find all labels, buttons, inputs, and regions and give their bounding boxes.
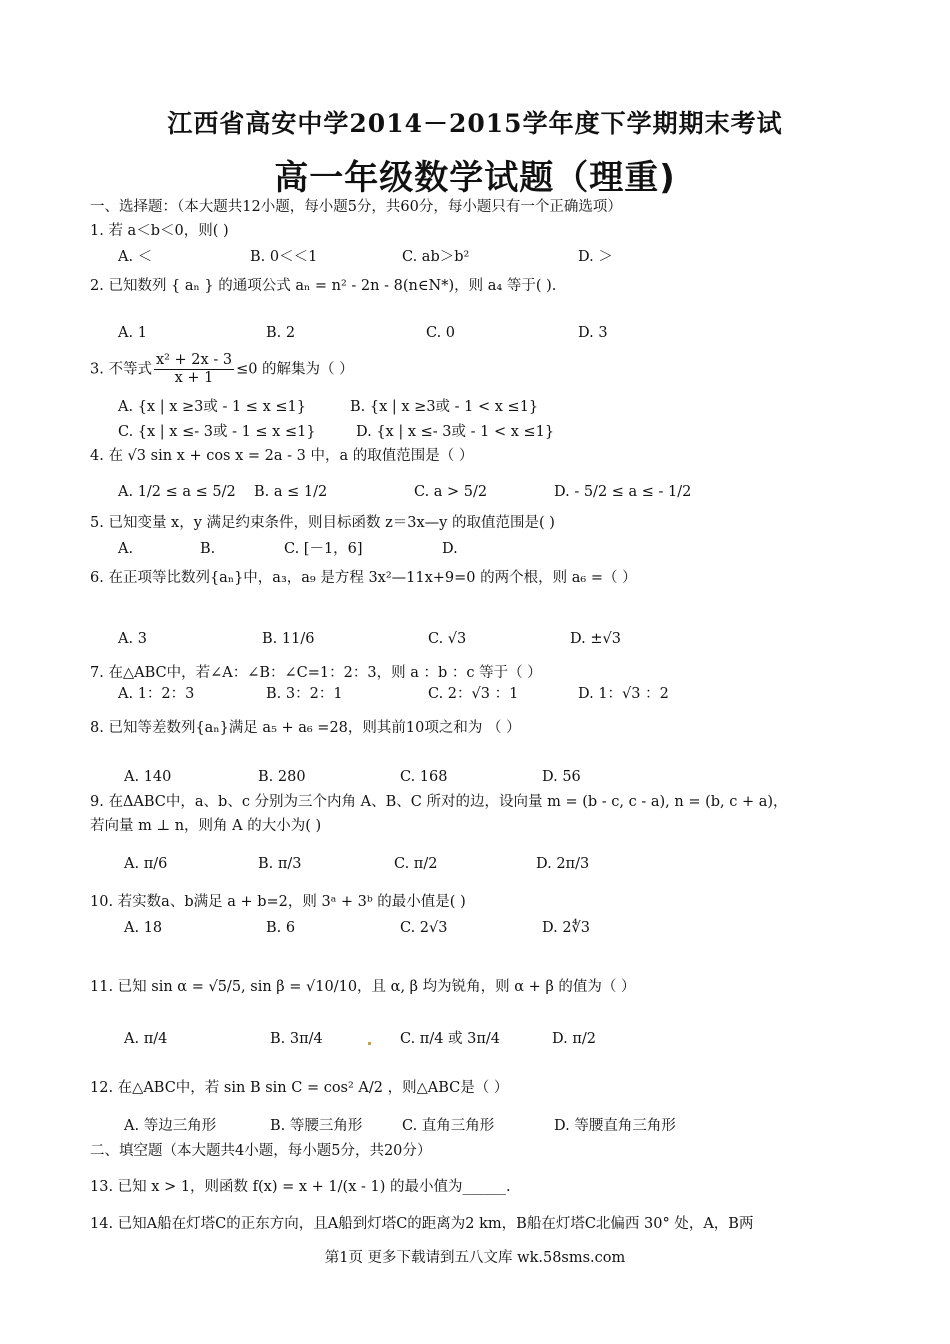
q8-option-d: D. 56 — [542, 769, 581, 785]
q6-option-d: D. ±√3 — [570, 631, 621, 647]
stray-dot — [368, 1042, 371, 1045]
exam-subtitle: 高一年级数学试题（理重) — [274, 158, 676, 198]
q1-option-a: A. ＜ — [118, 249, 153, 265]
q1-option-d: D. ＞ — [578, 249, 613, 265]
q6-stem: 6. 在正项等比数列{aₙ}中，a₃，a₉ 是方程 3x²—11x+9=0 的两个根，则 a₆ =（ ） — [90, 570, 637, 586]
q10-option-d: D. 2∜3 — [542, 920, 591, 936]
section-heading-choice: 一、选择题：（本大题共12小题，每小题5分，共60分，每小题只有一个正确选项） — [90, 199, 622, 215]
exam-title: 江西省高安中学2014－2015学年度下学期期末考试 — [167, 109, 783, 138]
q1-stem: 1. 若 a＜b＜0，则( ) — [90, 223, 229, 239]
q10-option-a: A. 18 — [124, 920, 163, 936]
q10-option-c: C. 2√3 — [400, 920, 448, 936]
q7-stem: 7. 在△ABC中，若∠A：∠B：∠C=1：2：3，则 a ：b ：c 等于（ ） — [90, 665, 542, 681]
q3-option-c: C. {x | x ≤- 3或 - 1 ≤ x ≤1} — [118, 424, 316, 440]
q12-option-a: A. 等边三角形 — [124, 1118, 217, 1134]
q3-option-b: B. {x | x ≥3或 - 1 < x ≤1} — [350, 399, 539, 415]
q3-numerator: x² + 2x - 3 — [155, 352, 233, 368]
q11-option-d: D. π/2 — [552, 1031, 596, 1047]
q6-option-c: C. √3 — [428, 631, 467, 647]
q8-stem: 8. 已知等差数列{aₙ}满足 a₅ + a₆ =28，则其前10项之和为 （ ） — [90, 720, 521, 736]
q3-stem — [90, 352, 354, 387]
q1-option-b: B. 0＜＜1 — [250, 249, 318, 265]
q8-option-b: B. 280 — [258, 769, 306, 785]
q7-option-a: A. 1：2：3 — [118, 686, 195, 702]
q2-option-d: D. 3 — [578, 325, 608, 341]
q3-option-d: D. {x | x ≤- 3或 - 1 < x ≤1} — [356, 424, 555, 440]
q6-option-b: B. 11/6 — [262, 631, 315, 647]
q12-option-b: B. 等腰三角形 — [270, 1118, 363, 1134]
q13-stem: 13. 已知 x > 1，则函数 f(x) = x + 1/(x - 1) 的最小值为______. — [90, 1179, 511, 1195]
q7-option-d: D. 1：√3 ：2 — [578, 686, 669, 702]
q9-option-a: A. π/6 — [124, 856, 168, 872]
q11-option-c: C. π/4 或 3π/4 — [400, 1031, 501, 1047]
q4-option-b: B. a ≤ 1/2 — [254, 484, 328, 500]
q5-stem: 5. 已知变量 x，y 满足约束条件，则目标函数 z＝3x—y 的取值范围是( ) — [90, 515, 555, 531]
q12-stem: 12. 在△ABC中，若 sin B sin C = cos² A/2 ，则△ABC是（ ） — [90, 1080, 509, 1096]
q8-option-c: C. 168 — [400, 769, 448, 785]
q4-stem: 4. 在 √3 sin x + cos x = 2a - 3 中，a 的取值范围是（ ） — [90, 448, 474, 464]
q1-option-c: C. ab＞b² — [402, 249, 470, 265]
q11-stem: 11. 已知 sin α = √5/5, sin β = √10/10，且 α, β 均为锐角，则 α + β 的值为（ ） — [90, 979, 636, 995]
q11-option-b: B. 3π/4 — [270, 1031, 323, 1047]
q2-stem: 2. 已知数列 { aₙ } 的通项公式 aₙ = n² - 2n - 8(n∈N*)，则 a₄ 等于( ). — [90, 278, 557, 294]
q14-stem: 14. 已知A船在灯塔C的正东方向，且A船到灯塔C的距离为2 km，B船在灯塔C北偏西 30° 处，A，B两 — [90, 1216, 754, 1232]
q3-option-a: A. {x | x ≥3或 - 1 ≤ x ≤1} — [118, 399, 306, 415]
q9-stem: 9. 在ΔABC中，a、b、c 分别为三个内角 A、B、C 所对的边，设向量 m = (b - c, c - a), n = (b, c + a)， — [90, 794, 788, 810]
q5-option-a: A. — [118, 541, 134, 557]
q4-option-d: D. - 5/2 ≤ a ≤ - 1/2 — [554, 484, 692, 500]
q2-option-b: B. 2 — [266, 325, 296, 341]
q3-denominator: x + 1 — [174, 370, 214, 386]
q11-option-a: A. π/4 — [124, 1031, 168, 1047]
q4-option-a: A. 1/2 ≤ a ≤ 5/2 — [118, 484, 236, 500]
q7-option-c: C. 2：√3 ：1 — [428, 686, 519, 702]
q12-option-c: C. 直角三角形 — [402, 1118, 495, 1134]
q9-stem-continued: 若向量 m ⊥ n，则角 A 的大小为( ) — [90, 818, 322, 834]
q10-option-b: B. 6 — [266, 920, 296, 936]
q9-option-b: B. π/3 — [258, 856, 302, 872]
q7-option-b: B. 3：2：1 — [266, 686, 343, 702]
q10-stem: 10. 若实数a、b满足 a + b=2，则 3ᵃ + 3ᵇ 的最小值是( ) — [90, 894, 466, 910]
page-footer: 第1页 更多下载请到五八文库 wk.58sms.com — [324, 1250, 626, 1266]
q9-option-c: C. π/2 — [394, 856, 438, 872]
section-heading-fill: 二、填空题（本大题共4小题，每小题5分，共20分） — [90, 1143, 432, 1159]
q5-option-b: B. — [200, 541, 216, 557]
q2-option-c: C. 0 — [426, 325, 456, 341]
q5-option-c: C. [－1，6] — [284, 541, 363, 557]
q2-option-a: A. 1 — [118, 325, 147, 341]
q5-option-d: D. — [442, 541, 458, 557]
q9-option-d: D. 2π/3 — [536, 856, 590, 872]
q3-stem-prefix: 3. 不等式 — [90, 361, 152, 378]
q3-stem-suffix: ≤0 的解集为（ ） — [236, 361, 354, 378]
q6-option-a: A. 3 — [118, 631, 147, 647]
q8-option-a: A. 140 — [124, 769, 172, 785]
q4-option-c: C. a > 5/2 — [414, 484, 488, 500]
q12-option-d: D. 等腰直角三角形 — [554, 1118, 676, 1134]
q3-fraction — [154, 352, 234, 387]
